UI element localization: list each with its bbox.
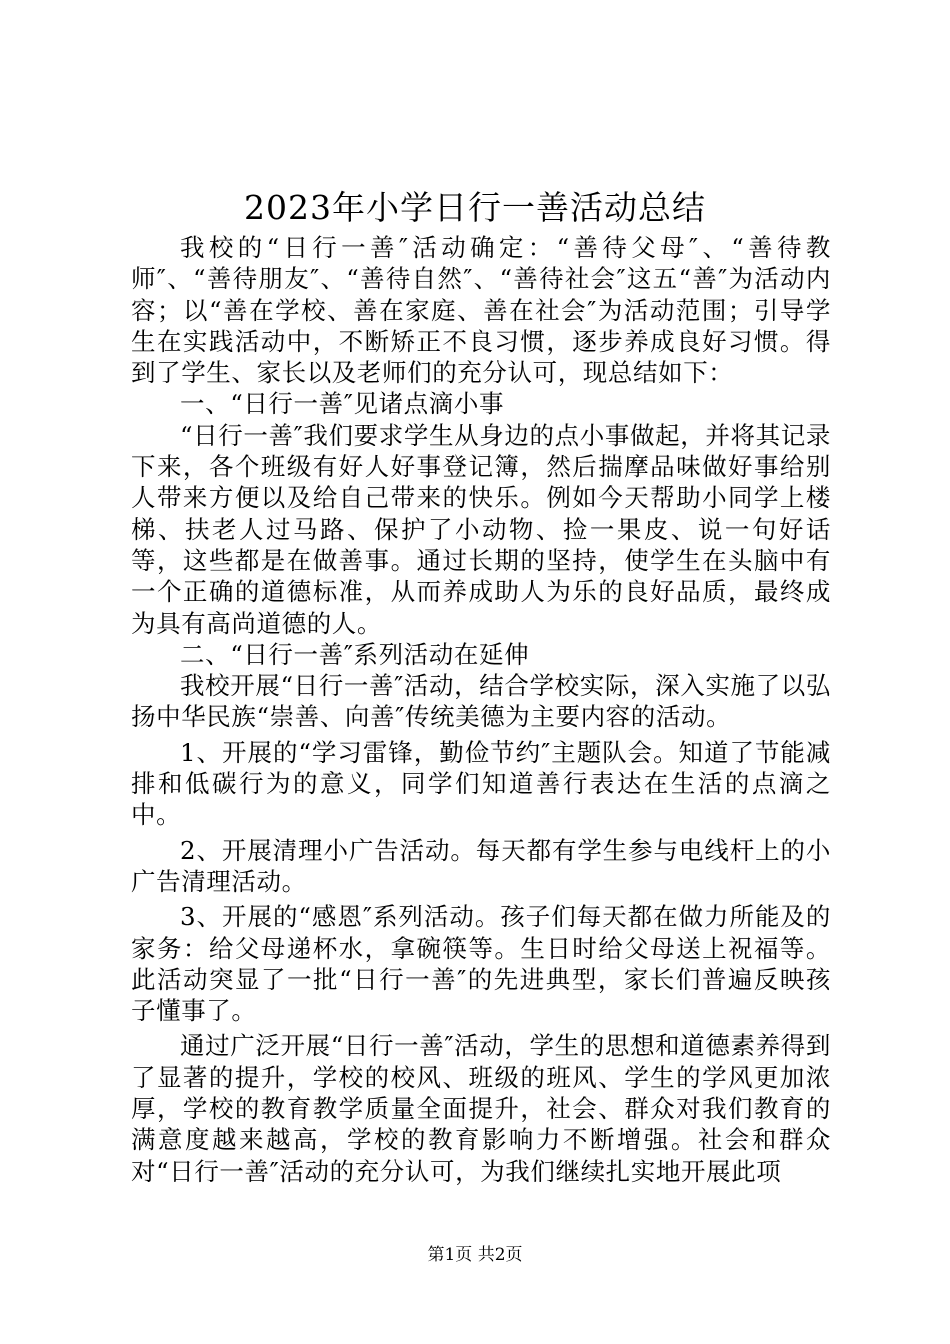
document-body	[131, 232, 831, 1187]
document-title: 2023年小学日行一善活动总结	[244, 188, 706, 227]
list-item-1: 1、开展的“学习雷锋，勤俭节约″主题队会。知道了节能减排和低碳行为的意义，同学们知道善行表达在生活的点滴之中。	[131, 737, 831, 830]
paragraph-conclusion: 通过广泛开展“日行一善″活动，学生的思想和道德素养得到了显著的提升，学校的校风、班级的班风、学生的学风更加浓厚，学校的教育教学质量全面提升，社会、群众对我们教育的满意度越来越高，学校的教育影响力不断增强。社会和群众对“日行一善″活动的充分认可，为我们继续扎实地开展此项	[131, 1031, 831, 1186]
page-number-footer: 第1页 共2页	[427, 1245, 523, 1265]
paragraph-intro: 我校的“日行一善″活动确定：“善待父母″、“善待教师″、“善待朋友″、“善待自然″、“善待社会″这五“善″为活动内容；以“善在学校、善在家庭、善在社会″为活动范围；引导学生在实践活动中，不断矫正不良习惯，逐步养成良好习惯。得到了学生、家长以及老师们的充分认可，现总结如下：	[131, 233, 831, 388]
list-item-3: 3、开展的“感恩″系列活动。孩子们每天都在做力所能及的家务：给父母递杯水，拿碗筷等。生日时给父母送上祝福等。此活动突显了一批“日行一善″的先进典型，家长们普遍反映孩子懂事了。	[131, 902, 831, 1026]
section-heading-1: 一、“日行一善″见诸点滴小事	[180, 389, 505, 419]
paragraph-section-1: “日行一善″我们要求学生从身边的点小事做起，并将其记录下来，各个班级有好人好事登记簿，然后揣摩品味做好事给别人带来方便以及给自己带来的快乐。例如今天帮助小同学上楼梯、扶老人过马路、保护了小动物、捡一果皮、说一句好话等，这些都是在做善事。通过长期的坚持，使学生在头脑中有一个正确的道德标准，从而养成助人为乐的良好品质，最终成为具有高尚道德的人。	[131, 420, 831, 638]
section-heading-2: 二、“日行一善″系列活动在延伸	[180, 639, 530, 669]
paragraph-section-2: 我校开展“日行一善″活动，结合学校实际，深入实施了以弘扬中华民族“崇善、向善″传统美德为主要内容的活动。	[131, 671, 831, 732]
list-item-2: 2、开展清理小广告活动。每天都有学生参与电线杆上的小广告清理活动。	[131, 835, 831, 896]
